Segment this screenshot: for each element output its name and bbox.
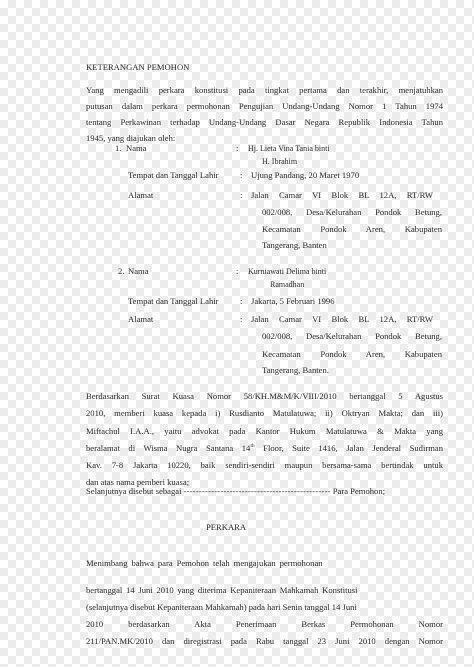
nama-value: Kurniawati Delima binti	[248, 267, 327, 276]
colon: :	[236, 266, 239, 276]
ttl-value: Jakarta, 5 Februari 1996	[251, 296, 335, 306]
colon: :	[240, 170, 243, 180]
kuasa-line: Miftachul I.A.A., yaitu advokat pada Kantor Hukum Matulatuwa & Makta yang	[86, 426, 443, 436]
intro-line: putusan dalam perkara permohonan Pengujian Undang-Undang Nomor 1 Tahun 1974	[86, 101, 443, 111]
alamat-line: Tangerang, Banten.	[262, 365, 329, 375]
para-pemohon-label: Para Pemohon;	[332, 486, 386, 496]
ttl-label: Tempat dan Tanggal Lahir	[128, 170, 219, 180]
intro-line: 1945, yang diajukan oleh:	[86, 133, 176, 143]
alamat-line: 002/008, Desa/Kelurahan Pondok Betung,	[262, 331, 442, 341]
colon: :	[240, 314, 243, 324]
alamat-line: Kecamatan Pondok Aren, Kabupaten	[262, 349, 442, 359]
perkara-line: Menimbang bahwa para Pemohon telah mengajukan permohonan	[86, 558, 323, 568]
intro-line: Yang mengadili perkara konstitusi pada tingkat pertama dan terakhir, menjatuhkan	[86, 85, 443, 95]
selanjutnya-text: Selanjutnya disebut sebagai	[86, 486, 182, 496]
colon: :	[240, 190, 243, 200]
alamat-line: Jalan Camar VI Blok BL 12A, RT/RW	[251, 314, 433, 324]
kuasa-line: 2010, memberi kuasa kepada i) Rusdianto Matulatuwa; ii) Oktryan Makta; dan iii)	[86, 408, 443, 418]
perkara-line: (selanjutnya disebut Kepaniteraan Mahkamah) pada hari Senin tanggal 14 Juni	[86, 602, 357, 612]
applicant-number: 2.	[118, 266, 125, 276]
perkara-line: 211/PAN.MK/2010 dan diregistrasi pada Rabu tanggal 23 Juni 2010 dengan Nomor	[86, 636, 443, 646]
kuasa-line: Kav. 7-8 Jakarta 10220, baik sendiri-sendiri maupun bersama-sama bertindak untuk	[86, 460, 443, 470]
alamat-label: Alamat	[128, 314, 154, 324]
perkara-line: 2010 berdasarkan Akta Penerimaan Berkas Permohonan Nomor	[86, 619, 443, 629]
nama-label: Nama	[126, 143, 147, 153]
heading: KETERANGAN PEMOHON	[86, 62, 190, 72]
colon: :	[240, 296, 243, 306]
kuasa-line	[86, 443, 443, 454]
applicant-number: 1.	[115, 143, 122, 153]
section-title: PERKARA	[206, 522, 247, 532]
alamat-label: Alamat	[128, 190, 154, 200]
kuasa-address-text: beralamat di Wisma Nugra Santana 14	[86, 443, 251, 453]
nama-value-cont: Ramadhan	[270, 280, 305, 289]
ttl-label: Tempat dan Tanggal Lahir	[128, 296, 219, 306]
nama-label: Nama	[128, 266, 149, 276]
alamat-line: 002/008, Desa/Kelurahan Pondok Betung,	[262, 207, 442, 217]
ttl-value: Ujung Pandang, 20 Maret 1970	[251, 170, 360, 180]
kuasa-line: dan atas nama pemberi kuasa;	[86, 477, 190, 487]
alamat-line: Tangerang, Banten	[262, 240, 327, 250]
nama-value: Hj. Lieta Vina Tania binti	[248, 144, 330, 153]
kuasa-line: Berdasarkan Surat Kuasa Nomor 58/KH.M&M/K/VIII/2010 bertanggal 5 Agustus	[86, 391, 443, 401]
superscript-th: th	[250, 443, 255, 450]
alamat-line: Kecamatan Pondok Aren, Kabupaten	[262, 224, 442, 234]
kuasa-address-text-cont: Floor, Suite 1416, Jalan Jenderal Sudirman	[254, 443, 443, 453]
colon: :	[236, 143, 239, 153]
kuasa-line	[86, 486, 385, 497]
nama-value-cont: H. Ibrahim	[262, 157, 298, 166]
intro-line: tentang Perkawinan terhadap Undang-Undang Dasar Negara Republik Indonesia Tahun	[86, 117, 443, 127]
perkara-line: bertanggal 14 Juni 2010 yang diterima Kepaniteraan Mahkamah Konstitusi	[86, 585, 358, 595]
dash-leader: ------------------------------------------------	[183, 486, 331, 496]
alamat-line: Jalan Camar VI Blok BL 12A, RT/RW	[251, 190, 433, 200]
